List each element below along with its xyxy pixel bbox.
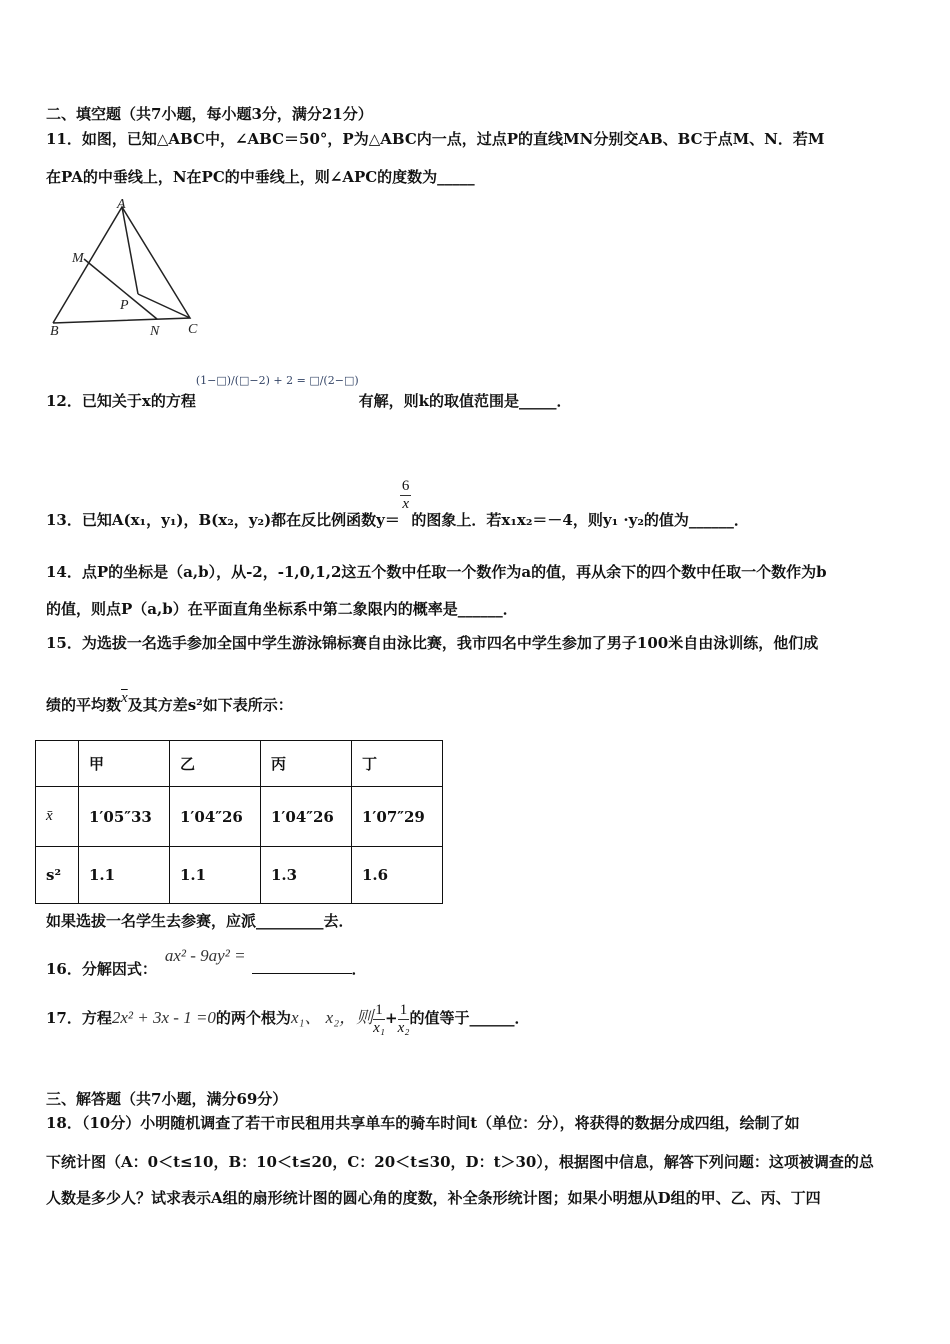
header-cell: 丙 <box>261 741 352 787</box>
denominator: x₁ <box>373 1019 385 1036</box>
q11-line2: 在PA的中垂线上，N在PC的中垂线上，则∠APC的度数为_____ <box>46 168 475 186</box>
q18-line3: 人数是多少人？试求表示A组的扇形统计图的圆心角的度数，补全条形统计图；如果小明想从D组的甲、乙、丙、丁四 <box>46 1189 821 1207</box>
section-heading: 三、解答题（共7小题，满分69分） <box>46 1090 288 1108</box>
cell: 1.1 <box>170 847 261 904</box>
triangle-figure <box>40 195 220 345</box>
table-row <box>36 847 443 904</box>
q16-expression: ax² - 9ay² = <box>164 946 246 965</box>
fraction-1-over-x2 <box>398 1002 410 1036</box>
cell: 1.6 <box>352 847 443 904</box>
label-c: C <box>188 322 198 337</box>
q18-line2: 下统计图（A：0＜t≤10，B：10＜t≤20，C：20＜t≤30，D：t＞30），根据图中信息，解答下列问题：这项被调查的总 <box>46 1153 874 1171</box>
header-cell: 丁 <box>352 741 443 787</box>
label-m: M <box>72 251 84 266</box>
cell: 1′05″33 <box>79 787 170 847</box>
answer-blank <box>252 959 352 974</box>
denominator: x₂ <box>397 1019 410 1036</box>
denominator: x <box>402 495 409 512</box>
q16-prefix: 16．分解因式： <box>46 960 157 978</box>
swim-results-table <box>35 740 443 904</box>
q15-after: 如果选拔一名学生去参赛，应派_________去． <box>46 912 354 930</box>
q12-prefix: 12．已知关于x的方程 <box>46 392 196 410</box>
q15-line2 <box>46 690 293 715</box>
numerator: 1 <box>375 1002 383 1018</box>
cell: 1.1 <box>79 847 170 904</box>
q14-line2: 的值，则点P（a,b）在平面直角坐标系中第二象限内的概率是______． <box>46 600 518 618</box>
cell: 1′07″29 <box>352 787 443 847</box>
q17-equation: 2x² + 3x - 1 =0 <box>111 1008 216 1027</box>
q16 <box>46 945 367 978</box>
q17-prefix: 17．方程 <box>46 1009 112 1027</box>
numerator: 6 <box>401 478 410 494</box>
q15-text-a: 绩的平均数 <box>46 696 122 714</box>
q12-equation: (1−□)/(□−2) + 2 = □/(2−□) <box>195 374 359 387</box>
cell: 1′04″26 <box>261 787 352 847</box>
q12 <box>46 374 572 411</box>
q12-suffix: 有解，则k的取值范围是_____． <box>358 392 572 410</box>
q17-suffix: 的值等于______． <box>409 1009 530 1027</box>
q16-suffix: ． <box>351 960 367 978</box>
row-label: s² <box>36 847 79 904</box>
q14-line1: 14．点P的坐标是（a,b），从-2，-1,0,1,2这五个数中任取一个数作为a的值，再从余下的四个数中任取一个数作为b <box>46 563 827 581</box>
fraction-1-over-x1 <box>373 1002 385 1036</box>
header-cell <box>36 741 79 787</box>
section-heading: 二、填空题（共7小题，每小题3分，满分21分） <box>46 105 373 123</box>
label-p: P <box>120 298 129 313</box>
q13-prefix: 13．已知A(x₁，y₁)，B(x₂，y₂)都在反比例函数y＝ <box>46 511 400 529</box>
q15-line1: 15．为选拔一名选手参加全国中学生游泳锦标赛自由泳比赛，我市四名中学生参加了男子100米自由泳训练，他们成 <box>46 634 819 652</box>
label-n: N <box>150 324 160 339</box>
q18-line1: 18．（10分）小明随机调查了若干市民租用共享单车的骑车时间t（单位：分），将获得的数据分成四组，绘制了如 <box>46 1114 800 1132</box>
fraction-6-over-x <box>400 478 412 512</box>
table-row <box>36 787 443 847</box>
q15-text-b: 及其方差s²如下表所示： <box>127 696 293 714</box>
cell: 1.3 <box>261 847 352 904</box>
header-cell: 甲 <box>79 741 170 787</box>
q17-roots: x₁、 x₂，则 <box>290 1008 374 1027</box>
q17-mid: 的两个根为 <box>215 1009 291 1027</box>
q17: 17．方程2x² + 3x - 1 =0的两个根为x₁、 x₂，则 $\frac{1}{\text{x₁}}$ + $\frac{1}{\text{x₂}}$ 的值等于______． <box>46 1002 530 1036</box>
cell: 1′04″26 <box>170 787 261 847</box>
q13 <box>46 478 749 529</box>
label-a: A <box>117 197 126 212</box>
q13-suffix: 的图象上．若x₁x₂＝－4，则y₁ ·y₂的值为______． <box>411 511 749 529</box>
x-bar: $\overline{x}$ <box>121 690 128 706</box>
header-cell: 乙 <box>170 741 261 787</box>
label-b: B <box>50 324 59 339</box>
row-label: x̄ <box>36 787 79 847</box>
q11-line1: 11．如图，已知△ABC中，∠ABC＝50°，P为△ABC内一点，过点P的直线MN分别交AB、BC于点M、N．若M <box>46 130 825 148</box>
numerator: 1 <box>399 1002 408 1018</box>
